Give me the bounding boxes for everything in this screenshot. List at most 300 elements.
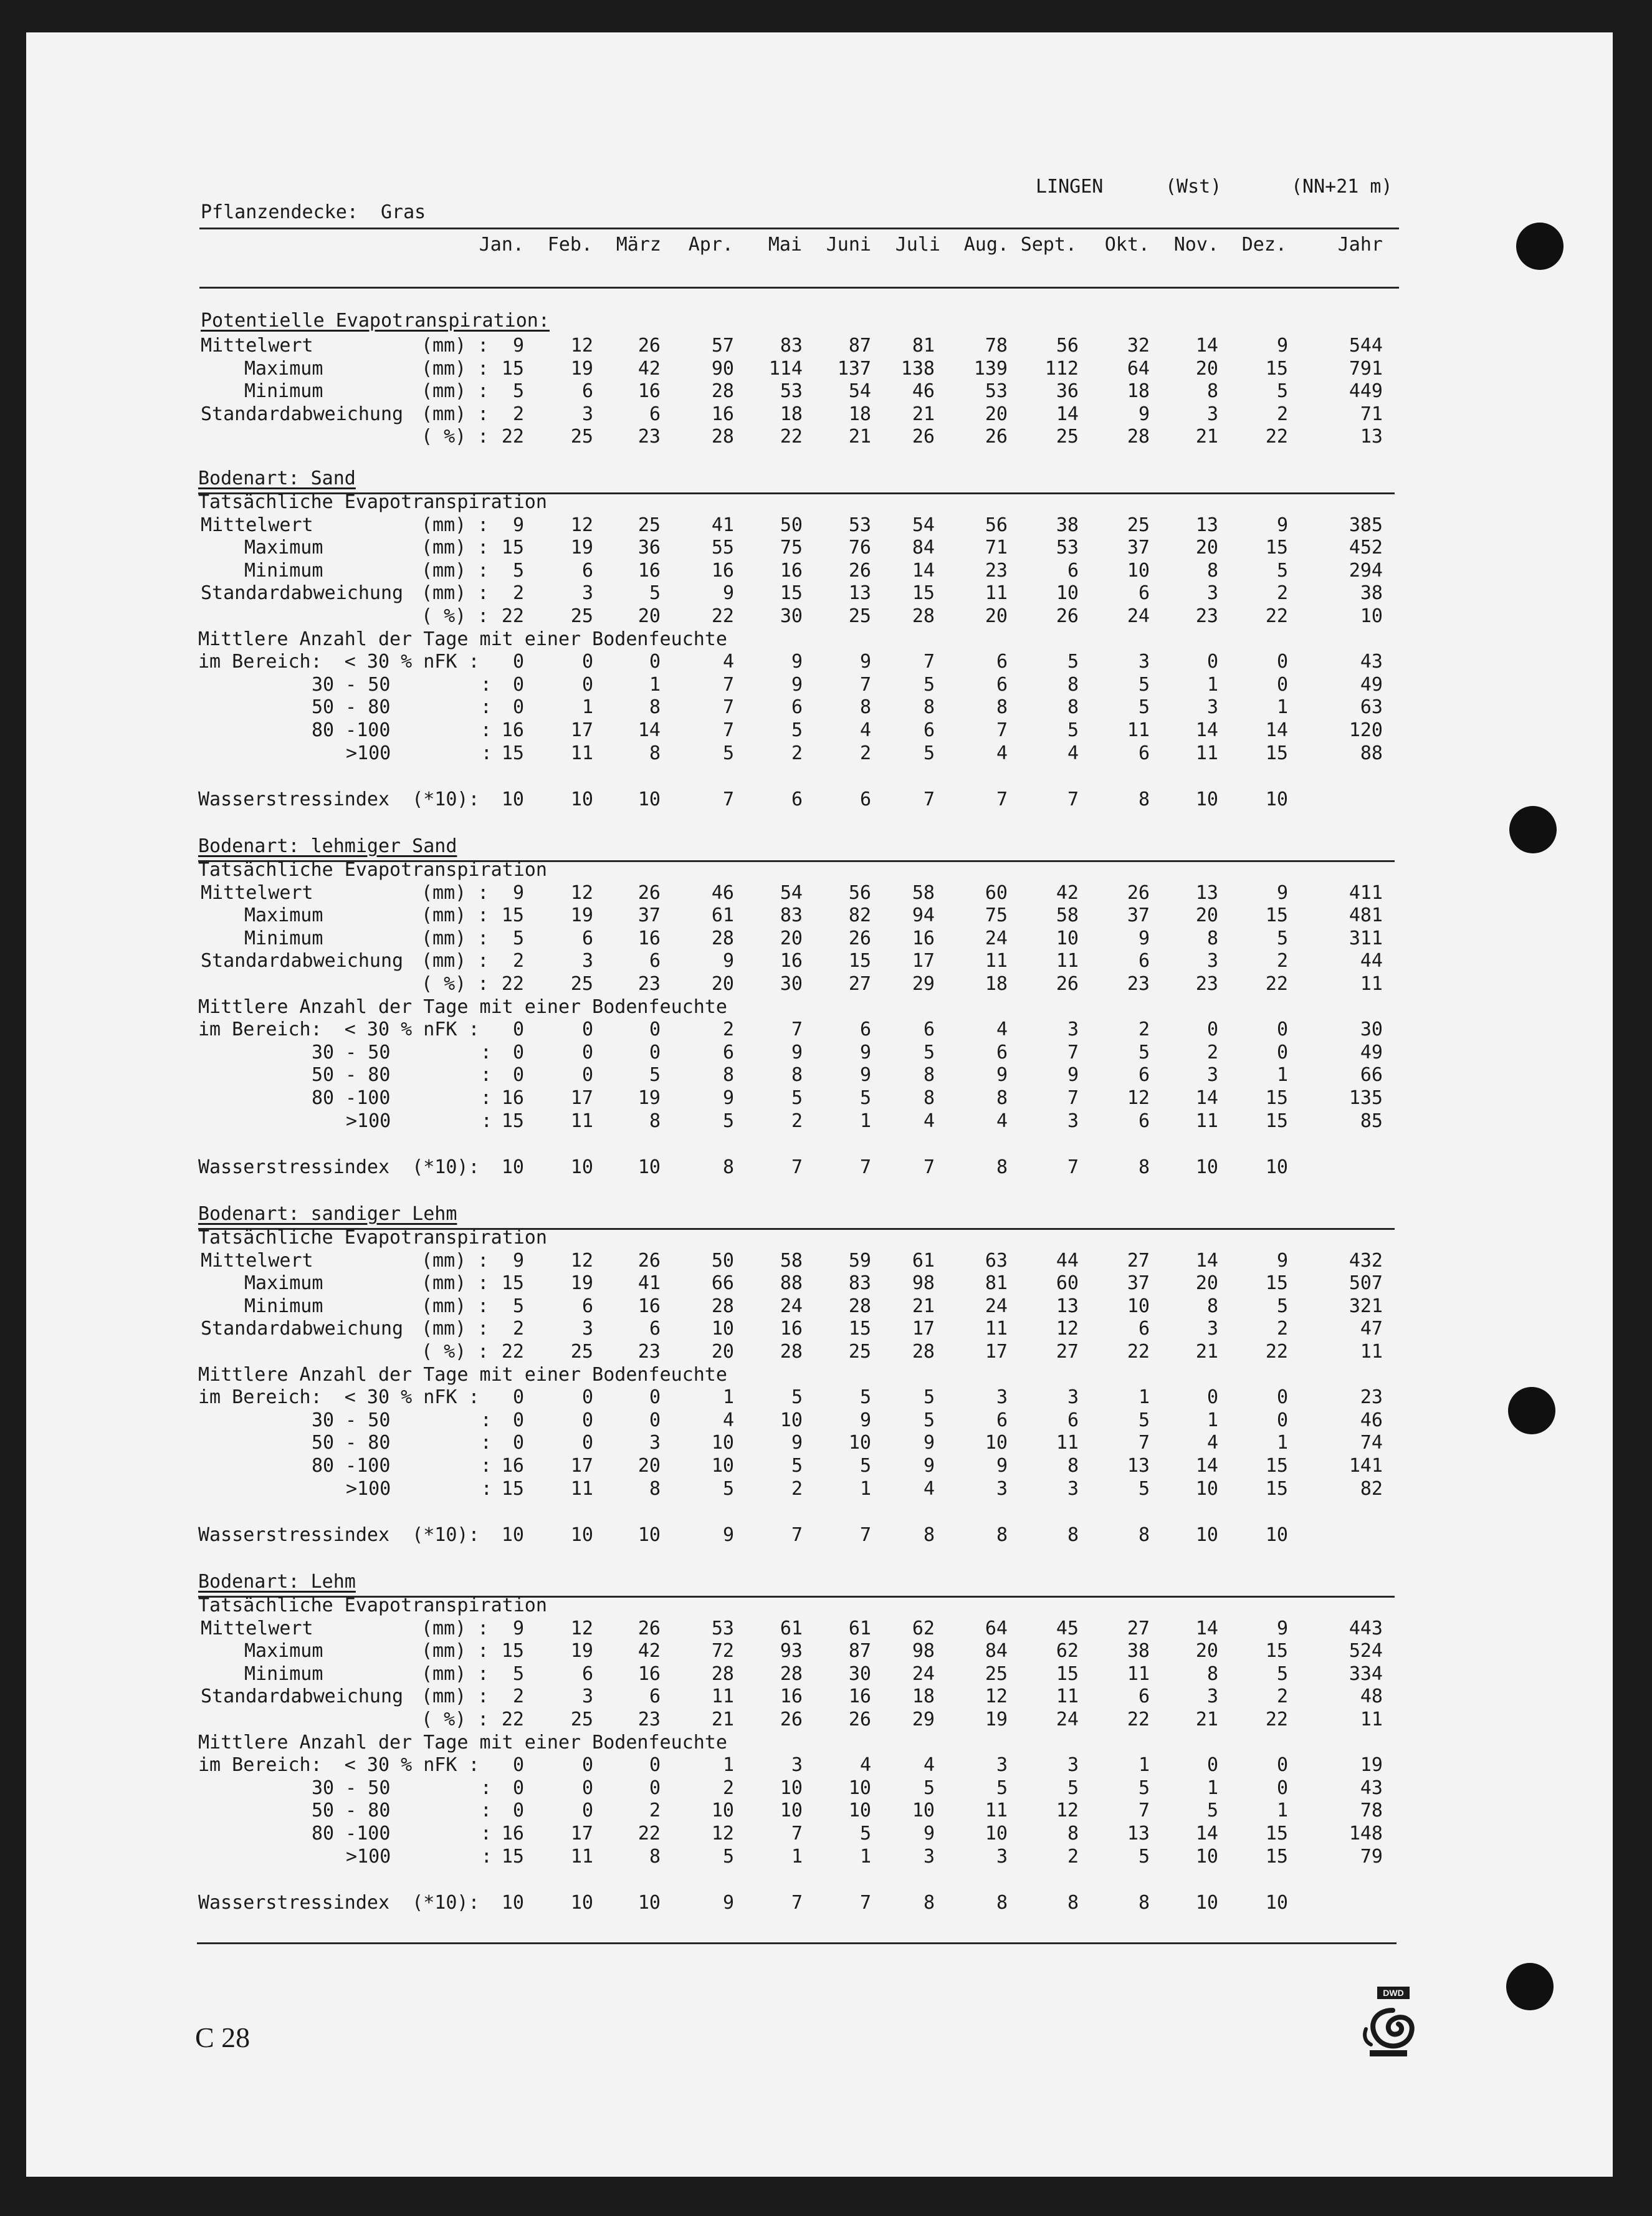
table-cell: 62: [1056, 1640, 1079, 1662]
table-cell: 15: [1265, 1845, 1288, 1868]
table-cell: 10: [570, 1892, 593, 1914]
table-cell: 20: [637, 1455, 661, 1477]
table-cell: 50: [711, 1249, 734, 1272]
table-cell: 9: [512, 1617, 524, 1639]
table-row: [0, 1250, 1652, 1272]
table-cell: 1: [581, 696, 593, 719]
table-cell: 9: [1067, 1064, 1079, 1086]
table-cell: 30: [780, 973, 803, 995]
table-cell: 23: [637, 973, 661, 995]
table-cell: 8: [996, 1087, 1008, 1109]
moisture-title: Mittlere Anzahl der Tage mit einer Bodenfeuchte: [198, 628, 727, 650]
table-cell: 8: [996, 1524, 1008, 1547]
table-cell: 11: [570, 1845, 593, 1868]
station-type: (Wst): [1165, 176, 1222, 198]
table-cell: 25: [848, 1341, 871, 1363]
table-cell: 9: [923, 1455, 935, 1477]
table-cell: 14: [1195, 1823, 1218, 1844]
table-cell: 16: [637, 559, 661, 582]
table-cell: 15: [1265, 742, 1288, 764]
table-cell: 15: [848, 950, 871, 972]
table-cell: 5: [1276, 380, 1288, 403]
table-cell: 14: [1195, 1249, 1218, 1272]
table-cell: 75: [985, 904, 1008, 927]
moisture-title: Mittlere Anzahl der Tage mit einer Bodenfeuchte: [198, 1731, 727, 1753]
table-cell: 38: [1056, 514, 1079, 536]
table-cell: 7: [996, 719, 1008, 741]
table-cell: 8: [722, 1064, 734, 1086]
table-row: [0, 904, 1652, 927]
table-cell: 25: [570, 605, 593, 627]
table-cell: 4: [859, 1754, 871, 1777]
table-cell: 20: [780, 927, 803, 949]
moisture-title: Mittlere Anzahl der Tage mit einer Bodenfeuchte: [198, 1363, 727, 1386]
table-cell: 6: [581, 1662, 593, 1685]
table-cell: 17: [570, 1823, 593, 1844]
page-number: C 28: [195, 2022, 251, 2053]
table-cell: 74: [1360, 1432, 1383, 1454]
table-cell: 6: [581, 927, 593, 949]
table-cell: 0: [649, 1409, 661, 1431]
table-cell: 9: [859, 1041, 871, 1063]
table-row: [0, 1823, 1652, 1845]
table-cell: 6: [581, 559, 593, 582]
table-cell: 5: [996, 1777, 1008, 1799]
table-cell: 19: [637, 1087, 661, 1109]
table-cell: 10: [637, 789, 661, 811]
table-cell: 3: [649, 1432, 661, 1454]
table-row: [0, 1386, 1652, 1409]
table-row: [0, 1754, 1652, 1777]
table-cell: 29: [912, 973, 935, 995]
table-row: [0, 1409, 1652, 1432]
table-cell: 9: [722, 950, 734, 972]
table-cell: 10: [1127, 1295, 1150, 1317]
moisture-range-label: 50 - 80 :: [312, 1800, 492, 1822]
table-cell: 20: [985, 403, 1008, 425]
table-cell: 28: [711, 380, 734, 403]
row-unit: (mm) :: [421, 1617, 489, 1639]
table-cell: 11: [1127, 719, 1150, 741]
stress-index-row: [0, 1524, 1652, 1547]
month-column-header: Feb.: [547, 234, 593, 256]
month-column-header: Juni: [826, 234, 871, 256]
table-cell: 0: [1276, 1754, 1288, 1777]
table-row: [0, 1640, 1652, 1662]
row-label: Maximum: [244, 1640, 323, 1662]
section-title: Bodenart: sandiger Lehm: [198, 1203, 457, 1225]
table-cell: 3: [1067, 1019, 1079, 1041]
table-cell: 28: [711, 1295, 734, 1317]
table-cell: 19: [570, 537, 593, 559]
table-cell: 791: [1349, 357, 1383, 380]
table-cell: 56: [1056, 335, 1079, 357]
table-cell: 81: [912, 335, 935, 357]
stress-index-label: Wasserstressindex (*10):: [198, 1156, 480, 1179]
table-cell: 21: [1195, 426, 1218, 448]
table-cell: 6: [649, 403, 661, 425]
table-cell: 6: [1138, 1686, 1150, 1708]
table-cell: 8: [1206, 927, 1218, 949]
row-unit: (mm) :: [421, 582, 489, 605]
table-cell: 5: [512, 559, 524, 582]
table-cell: 10: [637, 1156, 661, 1179]
table-cell: 13: [848, 582, 871, 605]
month-column-header: Sept.: [1020, 234, 1077, 256]
table-cell: 4: [1206, 1432, 1218, 1454]
table-cell: 25: [848, 605, 871, 627]
table-cell: 12: [1127, 1087, 1150, 1109]
table-cell: 37: [1127, 537, 1150, 559]
table-cell: 20: [711, 973, 734, 995]
table-cell: 3: [1206, 582, 1218, 605]
table-cell: 48: [1360, 1686, 1383, 1708]
table-cell: 10: [1056, 927, 1079, 949]
table-cell: 507: [1349, 1272, 1383, 1295]
row-label: Mittelwert: [201, 881, 313, 904]
table-cell: 141: [1349, 1455, 1383, 1477]
stress-index-row: [0, 1892, 1652, 1914]
table-cell: 3: [581, 950, 593, 972]
table-cell: 10: [1195, 1845, 1218, 1868]
table-cell: 23: [1360, 1386, 1383, 1409]
table-cell: 21: [912, 403, 935, 425]
table-row: [0, 560, 1652, 582]
table-cell: 22: [1265, 1341, 1288, 1363]
table-cell: 15: [501, 1110, 524, 1132]
row-unit: ( %) :: [421, 1341, 489, 1363]
table-cell: 50: [780, 514, 803, 536]
row-label: Maximum: [244, 537, 323, 559]
table-cell: 15: [1265, 1823, 1288, 1844]
table-cell: 20: [1195, 1272, 1218, 1295]
table-cell: 1: [859, 1477, 871, 1500]
table-cell: 26: [848, 1709, 871, 1730]
table-cell: 11: [985, 950, 1008, 972]
table-cell: 15: [780, 582, 803, 605]
table-cell: 56: [985, 514, 1008, 536]
table-cell: 2: [512, 950, 524, 972]
table-cell: 22: [1265, 973, 1288, 995]
table-row: [0, 514, 1652, 537]
table-cell: 5: [859, 1455, 871, 1477]
table-cell: 8: [923, 1524, 935, 1547]
table-cell: 13: [1127, 1455, 1150, 1477]
table-cell: 4: [859, 719, 871, 741]
row-unit: (mm) :: [421, 559, 489, 582]
table-cell: 98: [912, 1640, 935, 1662]
row-unit: ( %) :: [421, 426, 489, 448]
table-cell: 1: [1276, 1800, 1288, 1822]
table-cell: 8: [859, 696, 871, 719]
table-cell: 5: [923, 1409, 935, 1431]
table-cell: 5: [923, 1777, 935, 1799]
table-cell: 3: [1206, 950, 1218, 972]
table-cell: 16: [501, 719, 524, 741]
table-cell: 1: [1276, 696, 1288, 719]
table-cell: 26: [637, 1249, 661, 1272]
table-cell: 9: [791, 651, 803, 673]
punch-hole: [1516, 223, 1564, 270]
row-unit: (mm) :: [421, 357, 489, 380]
table-cell: 10: [1127, 559, 1150, 582]
table-cell: 4: [722, 1409, 734, 1431]
moisture-range-label: 50 - 80 :: [312, 696, 492, 719]
table-cell: 7: [1067, 1156, 1079, 1179]
table-cell: 21: [848, 426, 871, 448]
moisture-range-label: 80 -100 :: [312, 1823, 492, 1844]
table-cell: 11: [1360, 1709, 1383, 1730]
table-cell: 5: [923, 673, 935, 696]
table-cell: 8: [649, 742, 661, 764]
table-cell: 19: [570, 1640, 593, 1662]
table-cell: 37: [637, 904, 661, 927]
table-cell: 30: [780, 605, 803, 627]
table-cell: 82: [848, 904, 871, 927]
table-cell: 5: [1276, 1662, 1288, 1685]
table-cell: 9: [1276, 1249, 1288, 1272]
table-cell: 8: [923, 1892, 935, 1914]
table-cell: 8: [1067, 673, 1079, 696]
table-cell: 6: [996, 1041, 1008, 1063]
table-cell: 9: [859, 1064, 871, 1086]
table-cell: 17: [912, 1318, 935, 1340]
table-cell: 56: [848, 881, 871, 904]
table-row: [0, 1295, 1652, 1318]
table-cell: 0: [512, 1019, 524, 1041]
table-cell: 8: [1206, 559, 1218, 582]
table-cell: 11: [985, 1800, 1008, 1822]
table-cell: 10: [501, 1156, 524, 1179]
table-cell: 41: [637, 1272, 661, 1295]
table-cell: 11: [1056, 950, 1079, 972]
table-cell: 15: [1265, 1640, 1288, 1662]
table-cell: 10: [848, 1800, 871, 1822]
table-cell: 5: [1206, 1800, 1218, 1822]
table-cell: 6: [649, 1686, 661, 1708]
table-cell: 8: [996, 1156, 1008, 1179]
table-cell: 14: [1265, 719, 1288, 741]
table-cell: 3: [1206, 1686, 1218, 1708]
table-cell: 23: [1195, 605, 1218, 627]
table-cell: 11: [985, 582, 1008, 605]
table-cell: 0: [512, 673, 524, 696]
table-cell: 15: [1265, 1477, 1288, 1500]
table-cell: 10: [711, 1432, 734, 1454]
table-cell: 22: [501, 973, 524, 995]
section-subtitle: Tatsächliche Evapotranspiration: [198, 491, 547, 513]
table-cell: 28: [848, 1295, 871, 1317]
table-cell: 20: [985, 605, 1008, 627]
table-cell: 17: [570, 719, 593, 741]
table-cell: 23: [637, 426, 661, 448]
table-cell: 10: [501, 1524, 524, 1547]
table-cell: 1: [791, 1845, 803, 1868]
table-cell: 24: [1056, 1709, 1079, 1730]
table-cell: 4: [722, 651, 734, 673]
table-cell: 5: [1138, 1845, 1150, 1868]
table-cell: 5: [923, 1041, 935, 1063]
table-cell: 1: [722, 1754, 734, 1777]
table-cell: 4: [923, 1754, 935, 1777]
table-cell: 5: [1138, 1041, 1150, 1063]
table-cell: 6: [1067, 1409, 1079, 1431]
table-cell: 26: [848, 927, 871, 949]
row-unit: (mm) :: [421, 1318, 489, 1340]
row-label: Minimum: [244, 1662, 323, 1685]
table-cell: 139: [973, 357, 1008, 380]
table-row: [0, 1042, 1652, 1064]
table-cell: 10: [780, 1409, 803, 1431]
table-cell: 0: [512, 1386, 524, 1409]
table-cell: 7: [859, 673, 871, 696]
dwd-logo-icon: [1358, 1985, 1421, 2060]
table-cell: 26: [985, 426, 1008, 448]
table-cell: 12: [711, 1823, 734, 1844]
table-cell: 4: [923, 1477, 935, 1500]
table-cell: 28: [711, 426, 734, 448]
table-cell: 15: [501, 537, 524, 559]
moisture-range-label: 80 -100 :: [312, 1087, 492, 1109]
table-cell: 9: [1276, 881, 1288, 904]
table-row: [0, 1087, 1652, 1110]
table-cell: 5: [512, 1295, 524, 1317]
table-row: [0, 1064, 1652, 1086]
table-cell: 42: [637, 357, 661, 380]
table-cell: 93: [780, 1640, 803, 1662]
table-cell: 2: [1067, 1845, 1079, 1868]
month-column-header: Mai: [768, 234, 802, 256]
table-cell: 321: [1349, 1295, 1383, 1317]
table-cell: 64: [985, 1617, 1008, 1639]
table-cell: 10: [985, 1823, 1008, 1844]
table-cell: 2: [1138, 1019, 1150, 1041]
table-row: [0, 1618, 1652, 1640]
moisture-range-label: 80 -100 :: [312, 1455, 492, 1477]
table-cell: 11: [1195, 1110, 1218, 1132]
table-cell: 26: [1056, 973, 1079, 995]
table-cell: 20: [1195, 1640, 1218, 1662]
table-cell: 0: [649, 1777, 661, 1799]
table-cell: 5: [722, 1110, 734, 1132]
table-cell: 16: [637, 380, 661, 403]
table-row: [0, 1686, 1652, 1708]
table-cell: 0: [512, 1041, 524, 1063]
table-row: [0, 1800, 1652, 1822]
table-cell: 10: [912, 1800, 935, 1822]
row-unit: (mm) :: [421, 950, 489, 972]
table-cell: 11: [570, 1477, 593, 1500]
table-cell: 76: [848, 537, 871, 559]
table-cell: 28: [912, 605, 935, 627]
table-cell: 84: [912, 537, 935, 559]
table-cell: 15: [501, 1272, 524, 1295]
table-cell: 22: [780, 426, 803, 448]
table-cell: 88: [780, 1272, 803, 1295]
table-cell: 7: [923, 651, 935, 673]
table-cell: 12: [985, 1686, 1008, 1708]
table-cell: 5: [859, 1087, 871, 1109]
table-cell: 17: [985, 1341, 1008, 1363]
table-cell: 294: [1349, 559, 1383, 582]
table-cell: 27: [1127, 1249, 1150, 1272]
table-cell: 9: [1138, 403, 1150, 425]
table-cell: 9: [859, 651, 871, 673]
row-unit: (mm) :: [421, 1686, 489, 1708]
month-column-header: Okt.: [1104, 234, 1150, 256]
table-cell: 6: [859, 1019, 871, 1041]
table-cell: 16: [637, 927, 661, 949]
month-column-header: Apr.: [688, 234, 733, 256]
table-cell: 5: [1276, 927, 1288, 949]
table-cell: 10: [848, 1432, 871, 1454]
table-cell: 5: [791, 1386, 803, 1409]
table-cell: 14: [1056, 403, 1079, 425]
table-cell: 7: [791, 1823, 803, 1844]
table-cell: 5: [1138, 1477, 1150, 1500]
table-cell: 63: [1360, 696, 1383, 719]
table-cell: 43: [1360, 1777, 1383, 1799]
row-label: Minimum: [244, 927, 323, 949]
table-row: [0, 1019, 1652, 1041]
table-cell: 7: [859, 1892, 871, 1914]
table-row: [0, 335, 1652, 357]
table-row: [0, 1663, 1652, 1686]
table-cell: 0: [581, 651, 593, 673]
table-cell: 21: [711, 1709, 734, 1730]
table-cell: 49: [1360, 1041, 1383, 1063]
table-cell: 5: [1067, 719, 1079, 741]
table-cell: 10: [1195, 1524, 1218, 1547]
section-subtitle: Tatsächliche Evapotranspiration: [198, 1227, 547, 1249]
row-label: Mittelwert: [201, 335, 313, 357]
table-cell: 6: [1138, 742, 1150, 764]
table-cell: 36: [637, 537, 661, 559]
table-cell: 32: [1127, 335, 1150, 357]
table-row: [0, 950, 1652, 972]
table-cell: 9: [923, 1432, 935, 1454]
table-cell: 9: [1276, 335, 1288, 357]
table-cell: 18: [985, 973, 1008, 995]
table-cell: 26: [1056, 605, 1079, 627]
table-row: [0, 742, 1652, 765]
table-cell: 20: [1195, 357, 1218, 380]
table-cell: 1: [1206, 1777, 1218, 1799]
table-cell: 5: [1138, 696, 1150, 719]
table-cell: 84: [985, 1640, 1008, 1662]
table-cell: 15: [1265, 1455, 1288, 1477]
table-cell: 11: [1360, 973, 1383, 995]
table-cell: 61: [711, 904, 734, 927]
table-cell: 544: [1349, 335, 1383, 357]
table-cell: 10: [1265, 789, 1288, 811]
row-unit: (mm) :: [421, 537, 489, 559]
table-cell: 7: [791, 1019, 803, 1041]
table-cell: 0: [1206, 1386, 1218, 1409]
stress-index-label: Wasserstressindex (*10):: [198, 789, 480, 811]
table-cell: 85: [1360, 1110, 1383, 1132]
table-cell: 5: [859, 1823, 871, 1844]
table-cell: 0: [1206, 651, 1218, 673]
table-cell: 443: [1349, 1617, 1383, 1639]
table-cell: 8: [923, 1064, 935, 1086]
divider: [199, 228, 1399, 229]
table-cell: 15: [1265, 1087, 1288, 1109]
table-cell: 20: [711, 1341, 734, 1363]
table-cell: 10: [501, 789, 524, 811]
table-cell: 0: [1276, 1386, 1288, 1409]
table-cell: 8: [1067, 1524, 1079, 1547]
